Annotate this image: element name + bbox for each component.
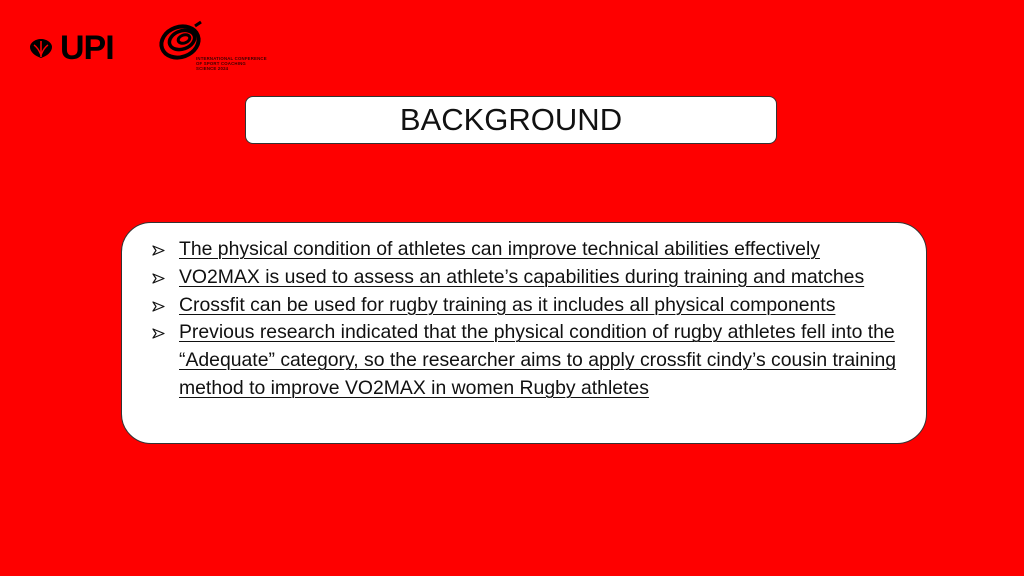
- conference-line-2: OF SPORT COACHING: [196, 61, 246, 67]
- upi-wordmark: UPI: [60, 29, 114, 67]
- arrow-bullet-icon: [152, 245, 165, 256]
- conference-logo: [155, 18, 285, 80]
- content-box: [121, 222, 927, 444]
- slide-title: BACKGROUND: [399, 102, 623, 137]
- bullet-text: Crossfit can be used for rugby training as it includes all physical components: [179, 293, 836, 316]
- list-item: [152, 236, 914, 264]
- conference-line-3: SCIENCE 2024: [196, 66, 229, 72]
- title-box: [245, 96, 777, 144]
- list-item: [152, 319, 914, 402]
- bullet-text: VO2MAX is used to assess an athlete’s capabilities during training and matches: [179, 265, 865, 288]
- arrow-bullet-icon: [152, 301, 165, 312]
- bullet-list: [152, 236, 914, 403]
- arrow-bullet-icon: [152, 328, 165, 339]
- bullet-text: The physical condition of athletes can improve technical abilities effectively: [179, 238, 820, 260]
- list-item: [152, 264, 914, 292]
- conference-line-1: INTERNATIONAL CONFERENCE: [196, 56, 267, 61]
- conference-name: [196, 56, 291, 72]
- arrow-bullet-icon: [152, 273, 165, 284]
- list-item: [152, 292, 914, 320]
- upi-emblem-icon: [28, 35, 54, 61]
- bullet-text: Previous research indicated that the physical condition of rugby athletes fell into the “Adequate” category, so the researcher aims to apply crossfit cindy’s cousin training method to improve VO2MAX in women Rugby athletes: [179, 321, 897, 399]
- upi-logo: [28, 28, 114, 68]
